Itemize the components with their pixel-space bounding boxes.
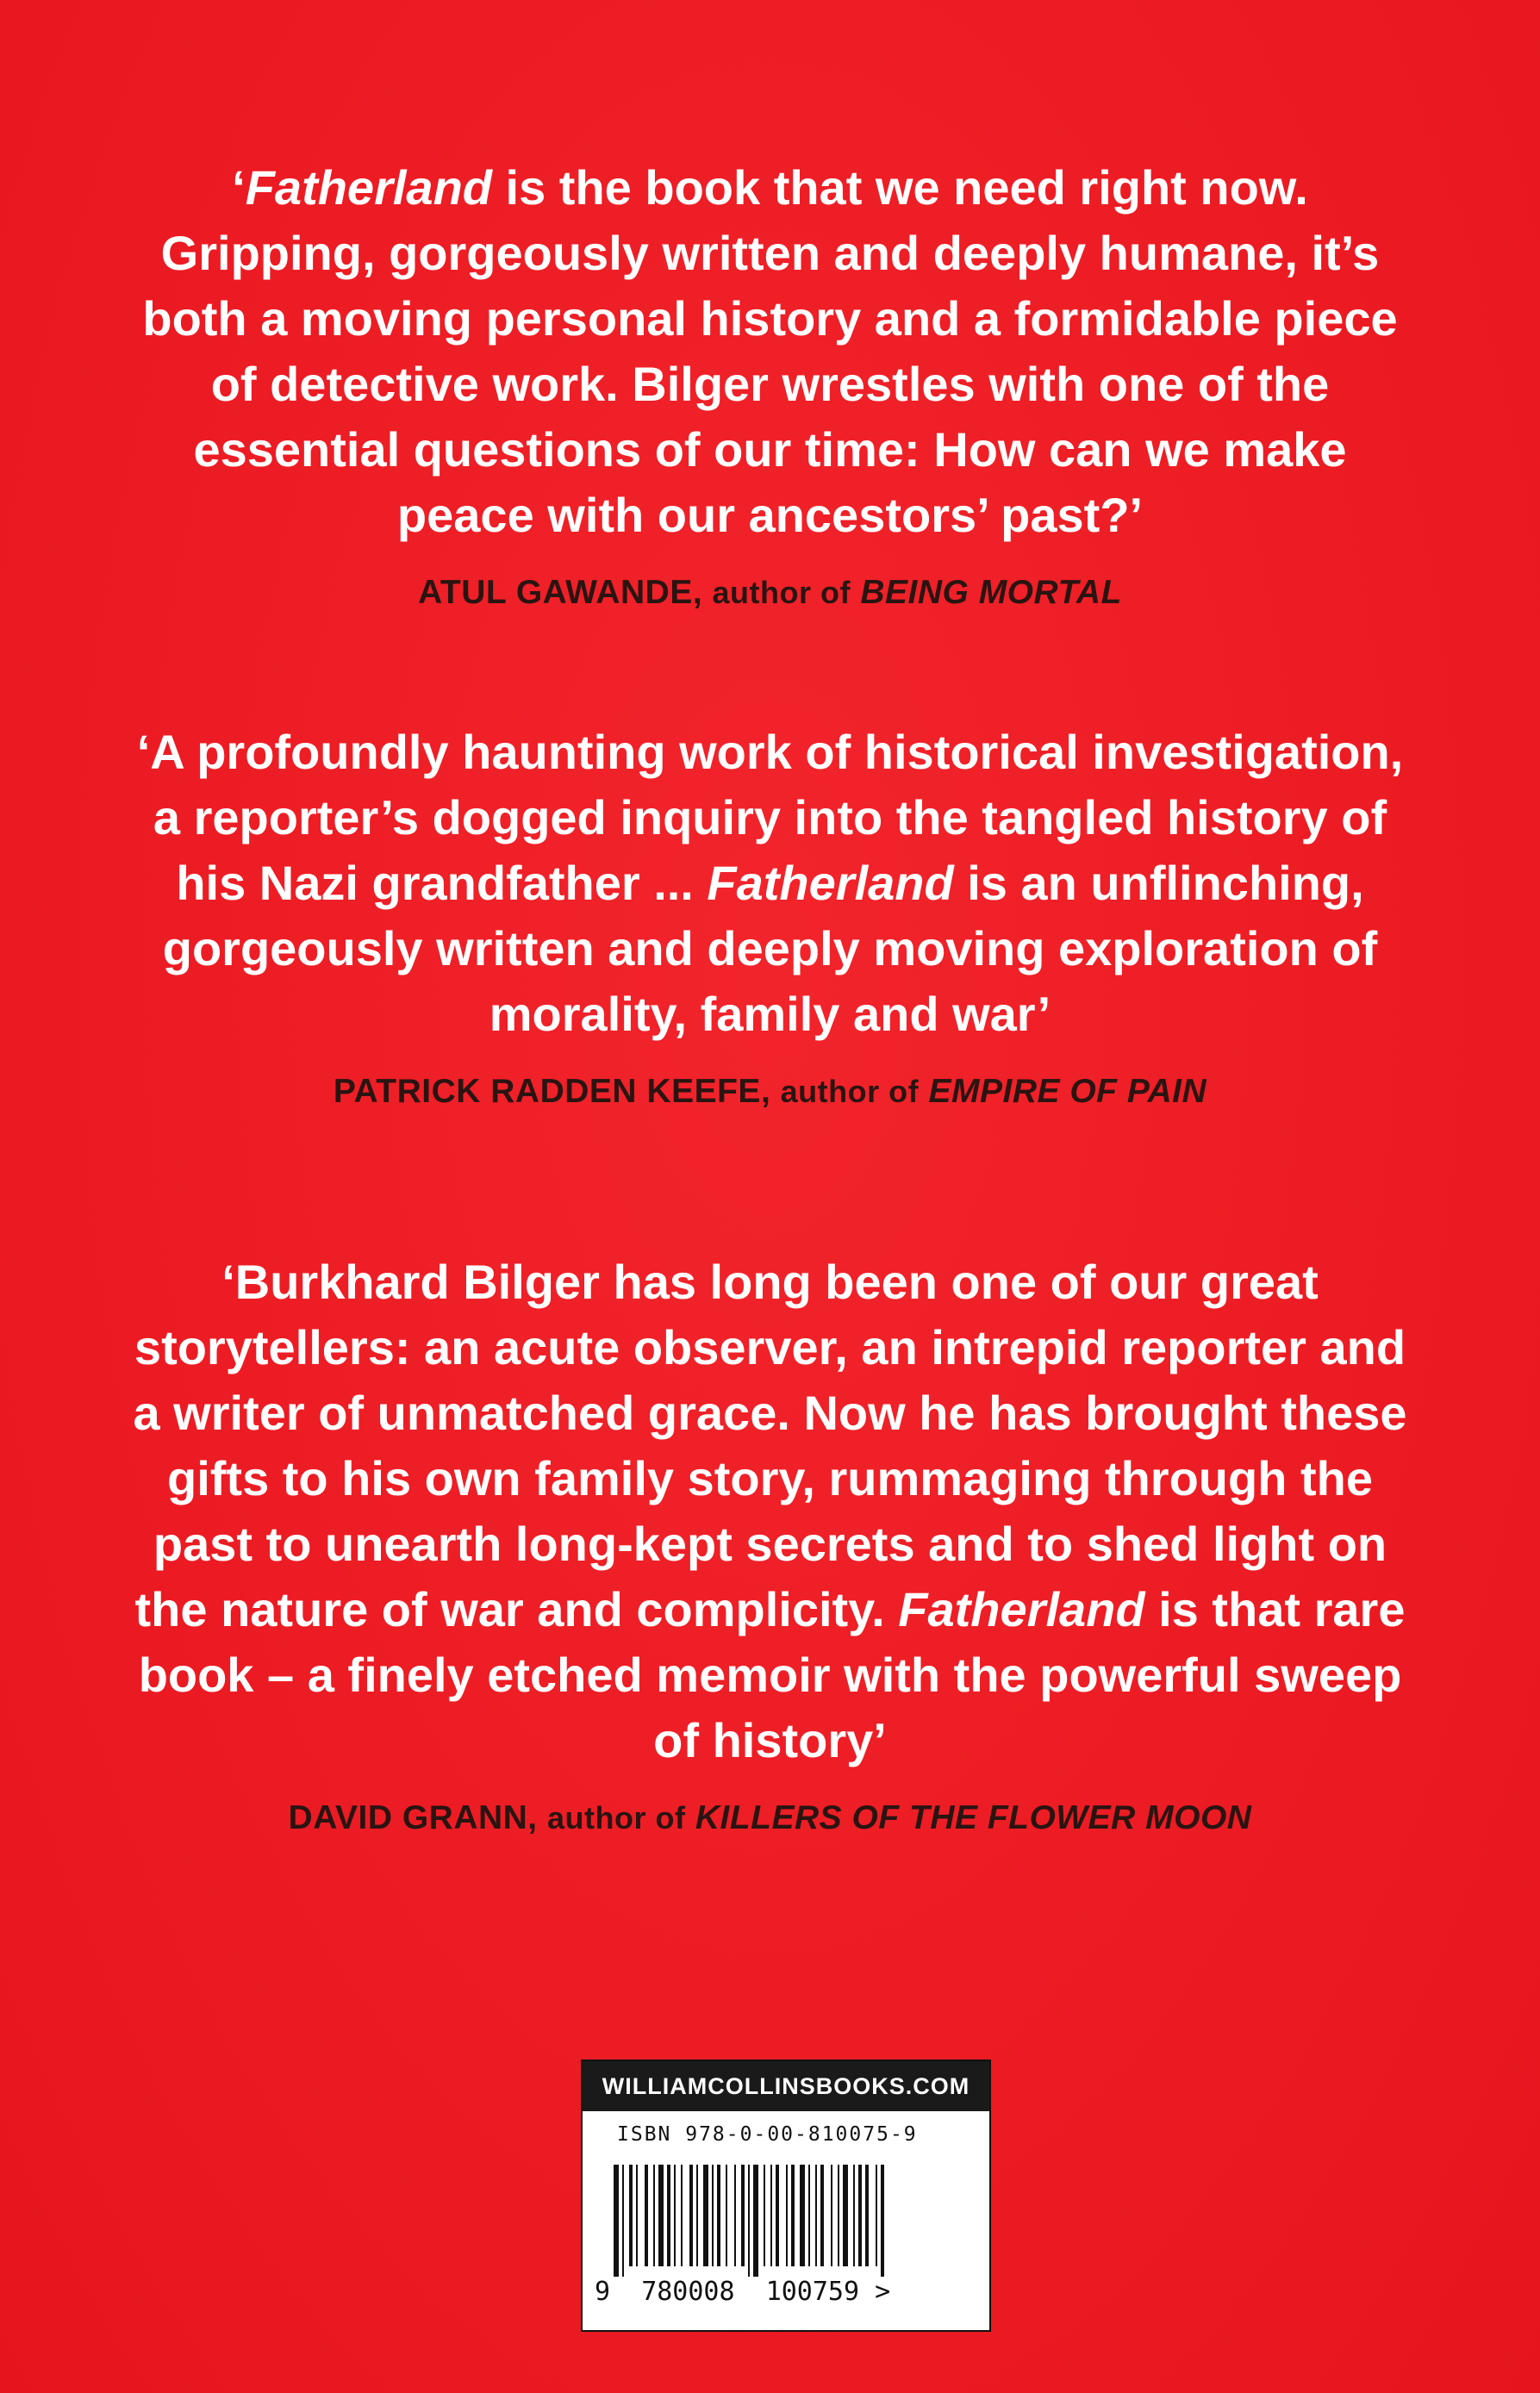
- blurb-attribution: ATUL GAWANDE, author of BEING MORTAL: [418, 574, 1122, 611]
- barcode-bar: [865, 2165, 869, 2266]
- barcode-bar: [815, 2165, 817, 2266]
- barcode-bar: [741, 2165, 745, 2266]
- blurb-text: ‘Fatherland is the book that we need right now. Gripping, gorgeously written and deeply humane, it’s both a moving personal history and a formidable piece of detective work. Bilger wrestles with one of the essential questions of our time: How can we make peace with our ancestors’ past?’: [142, 160, 1398, 542]
- author-book-title: BEING MORTAL: [860, 574, 1122, 611]
- barcode-bar: [748, 2165, 750, 2277]
- barcode-bar: [838, 2165, 839, 2266]
- barcode-bar: [753, 2165, 758, 2277]
- barcode-bar: [881, 2165, 884, 2277]
- barcode-bar: [764, 2165, 765, 2266]
- publisher-website: WILLIAMCOLLINSBOOKS.COM: [583, 2061, 989, 2111]
- barcode-bar: [614, 2165, 619, 2277]
- isbn-barcode-panel: [581, 2060, 991, 2332]
- author-book-title: EMPIRE OF PAIN: [928, 1073, 1207, 1110]
- blurb-keefe: [129, 720, 1411, 1111]
- book-title-italic: Fatherland: [707, 856, 954, 910]
- barcode-digits: 9 780008 100759 >: [595, 2277, 891, 2307]
- barcode-bar: [770, 2165, 772, 2266]
- barcode-bar: [667, 2165, 670, 2266]
- barcode-bar: [629, 2165, 633, 2266]
- barcode-bar: [703, 2165, 708, 2266]
- isbn-number: ISBN 978-0-00-810075-9: [617, 2123, 918, 2146]
- book-title-italic: Fatherland: [898, 1582, 1145, 1636]
- barcode-bar: [622, 2165, 624, 2277]
- barcode-bar: [658, 2165, 664, 2266]
- barcode-icon: [614, 2165, 958, 2277]
- barcode-bar: [843, 2165, 848, 2266]
- barcode-bar: [786, 2165, 788, 2266]
- barcode-bar: [696, 2165, 698, 2266]
- barcode-bar: [653, 2165, 655, 2266]
- barcode-bar: [734, 2165, 736, 2266]
- blurb-text: ‘Burkhard Bilger has long been one of our great storytellers: an acute observer, an intrepid reporter and a writer of unmatched grace. Now he has brought these gifts to his own family story, rummaging through the past to unearth long-kept secrets and to shed light on the nature of war and complicity. Fatherland is that rare book – a finely etched memoir with the powerful sweep of history’: [133, 1255, 1407, 1767]
- barcode-bar: [645, 2165, 648, 2266]
- barcode-bar: [712, 2165, 714, 2266]
- blurb-grann: [129, 1249, 1411, 1837]
- barcode-bar: [876, 2165, 877, 2266]
- author-name: PATRICK RADDEN KEEFE,: [333, 1073, 771, 1110]
- blurb-text: ‘A profoundly haunting work of historical investigation, a reporter’s dogged inquiry into the tangled history of his Nazi grandfather ... Fatherland is an unflinching, gorgeously written and deeply moving exploration of morality, family and war’: [136, 725, 1404, 1041]
- barcode-bar: [791, 2165, 795, 2266]
- blurb-attribution: PATRICK RADDEN KEEFE, author of EMPIRE OF PAIN: [333, 1073, 1207, 1110]
- barcode-bar: [674, 2165, 676, 2266]
- book-title-italic: Fatherland: [245, 160, 492, 215]
- barcode-bar: [858, 2165, 862, 2266]
- barcode-bar: [800, 2165, 805, 2266]
- barcode-bar: [717, 2165, 720, 2266]
- barcode-bar: [776, 2165, 779, 2266]
- barcode-bar: [820, 2165, 824, 2266]
- barcode-bar: [853, 2165, 855, 2266]
- barcode-bar: [689, 2165, 693, 2266]
- barcode-bar: [831, 2165, 832, 2266]
- blurb-gawande: [129, 155, 1411, 612]
- barcode-bar: [726, 2165, 727, 2266]
- author-name: ATUL GAWANDE,: [418, 574, 703, 611]
- barcode-bar: [681, 2165, 683, 2266]
- barcode-bar: [636, 2165, 638, 2266]
- blurb-attribution: DAVID GRANN, author of KILLERS OF THE FLOWER MOON: [288, 1799, 1252, 1836]
- barcode-bar: [808, 2165, 810, 2266]
- author-book-title: KILLERS OF THE FLOWER MOON: [695, 1799, 1252, 1836]
- author-name: DAVID GRANN,: [288, 1799, 538, 1836]
